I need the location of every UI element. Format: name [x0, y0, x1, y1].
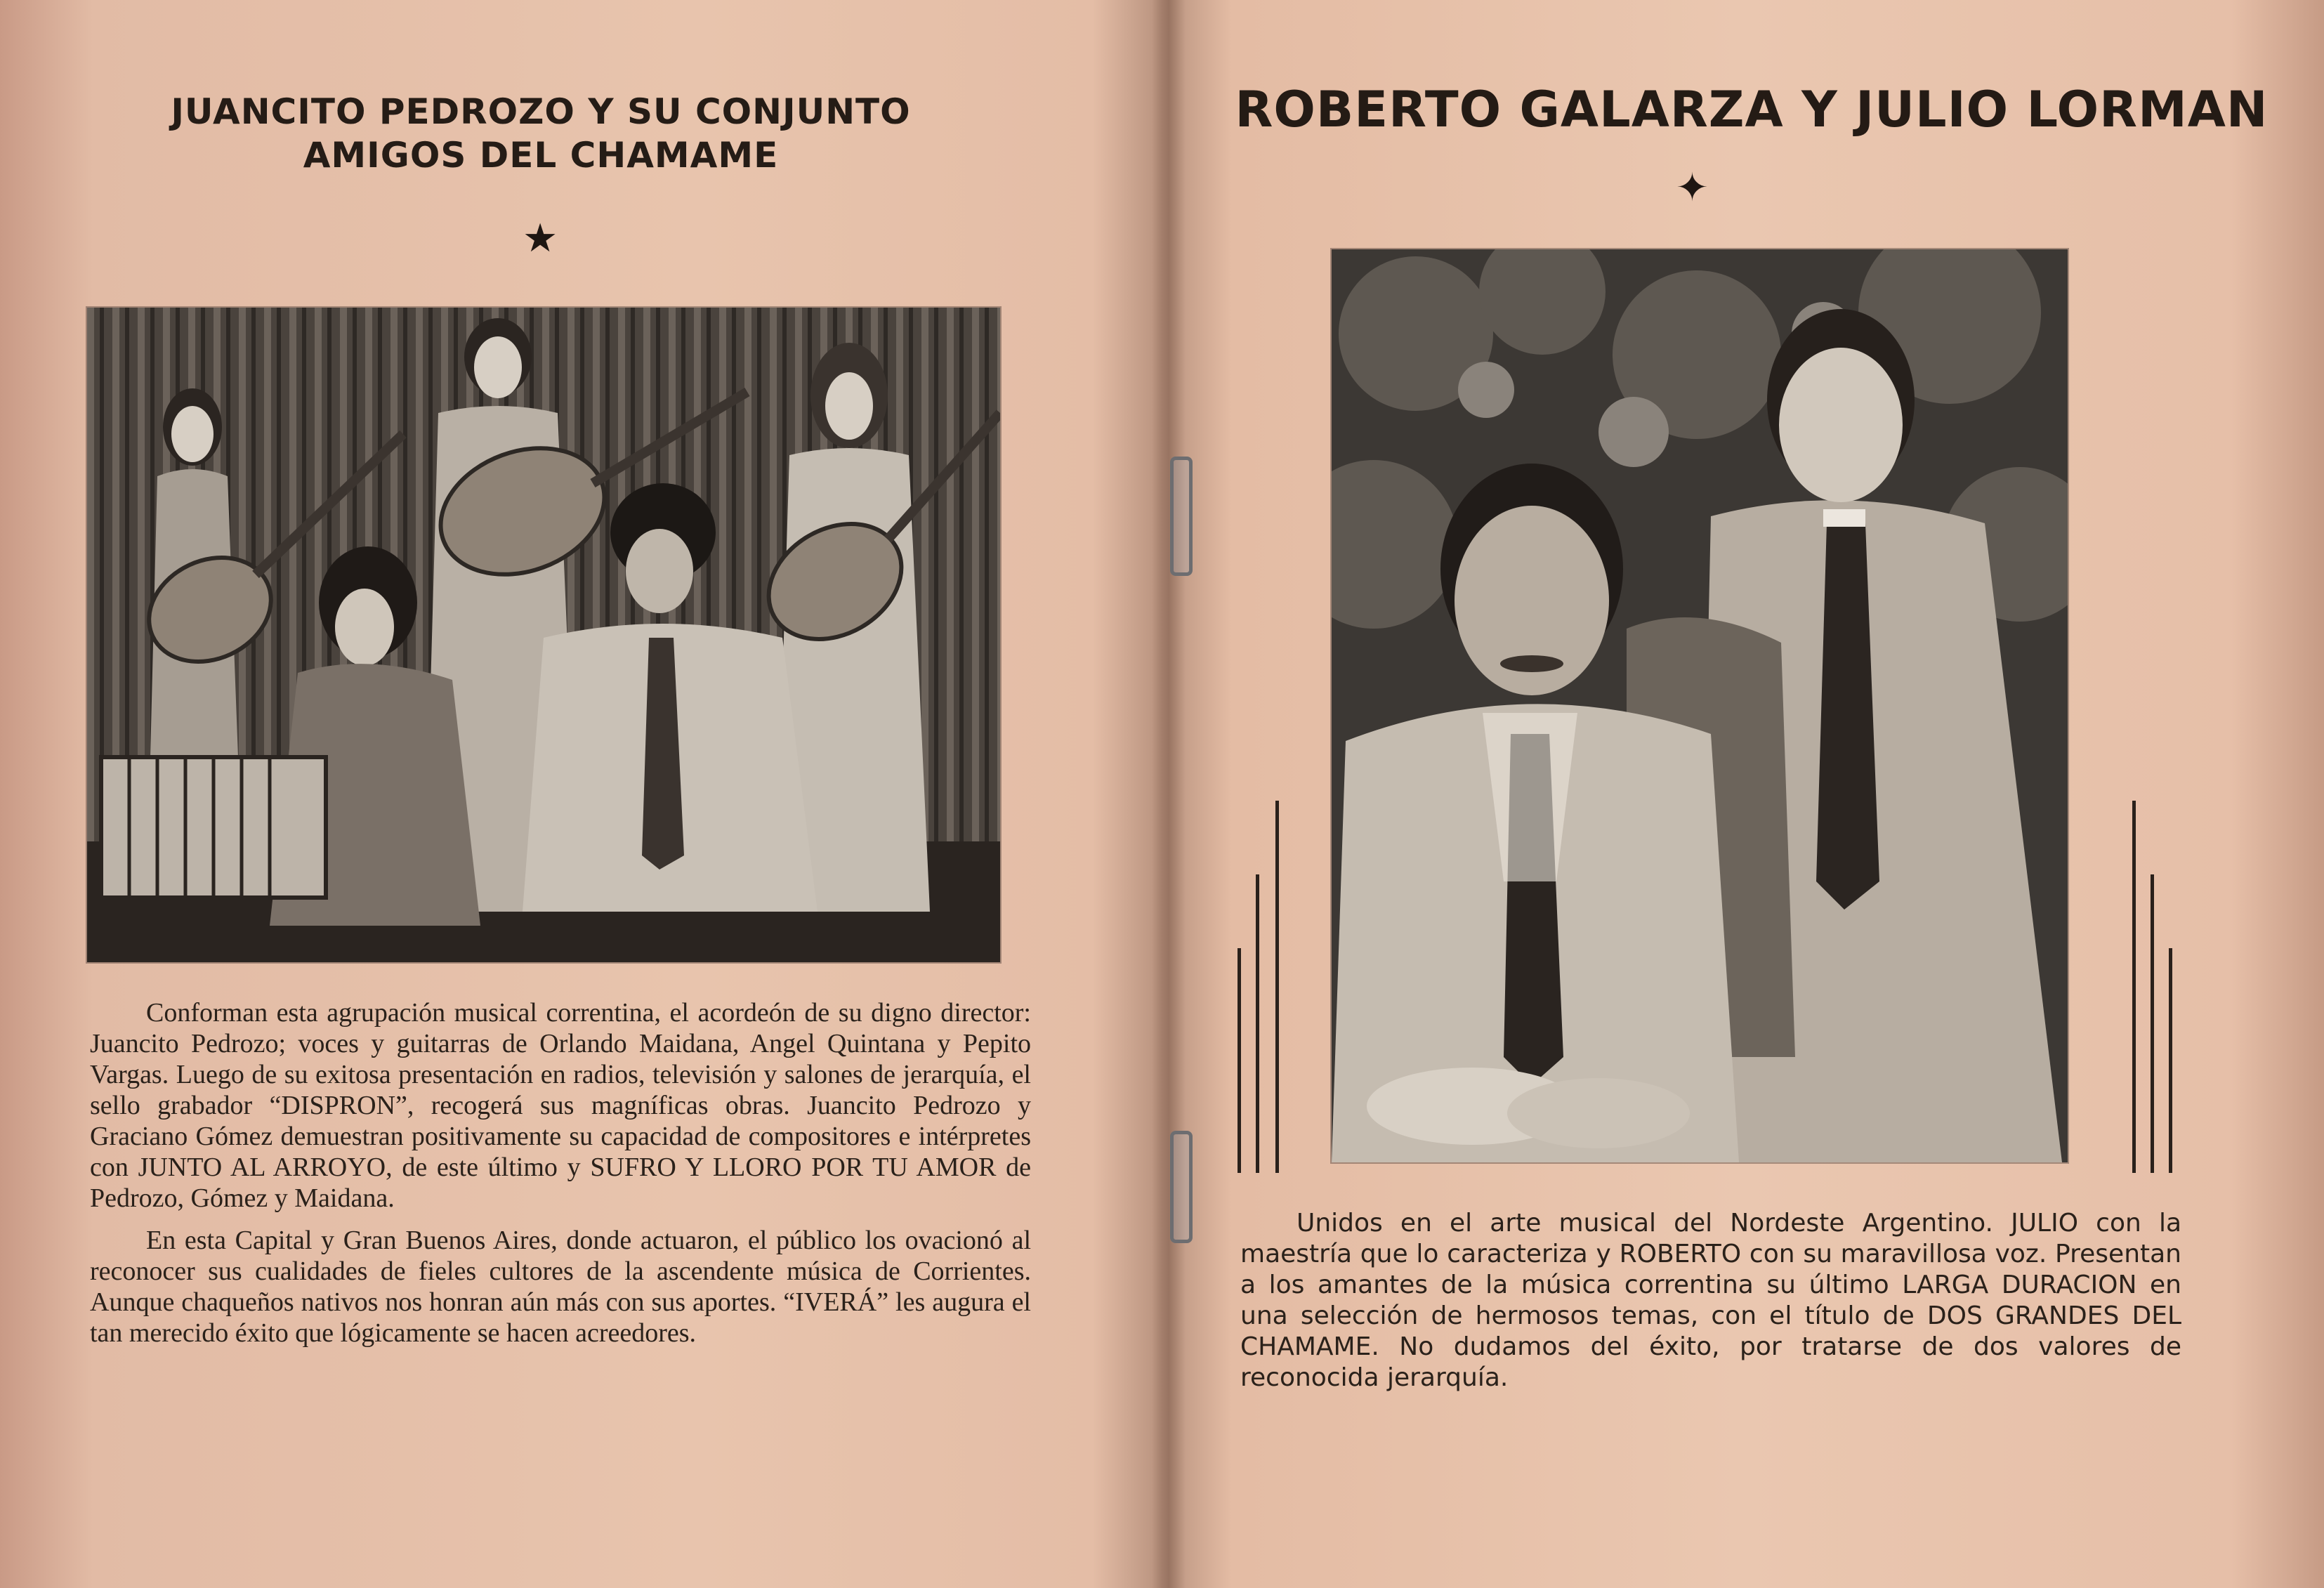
decor-line	[1238, 948, 1241, 1173]
right-article-text	[1240, 1208, 2181, 1405]
band-photo	[87, 308, 1000, 962]
duo-photo-icon	[1332, 249, 2068, 1162]
duo-photo	[1332, 249, 2068, 1162]
left-paragraph-1: Conforman esta agrupación musical correntina, el acordeón de su digno director: Juancito Pedrozo; voces y guitarras de Orlando Maidana, Angel Quintana y Pepito Vargas. Luego de su exitosa presentación en radios, televisión y salones de jerarquía, el sello grabador “DISPRON”, recogerá sus magníficas obras. Juancito Pedrozo y Graciano Gómez demuestran positivamente su capacidad de compositores e intérpretes con JUNTO AL ARROYO, de este último y SUFRO Y LLORO POR TU AMOR de Pedrozo, Gómez y Maidana.	[90, 998, 1031, 1213]
left-paragraph-2: En esta Capital y Gran Buenos Aires, donde actuaron, el público los ovacionó al reconocer sus cualidades de fieles cultores de la ascendente música de Corrientes. Aunque chaqueños nativos nos honran aún más con sus aportes. “IVERÁ” les augura el tan merecido éxito que lógicamente se hacen acreedores.	[90, 1226, 1031, 1348]
left-article-text	[90, 997, 1031, 1360]
right-page	[1169, 0, 2324, 1588]
right-page-title: ROBERTO GALARZA Y JULIO LORMAN	[1235, 81, 2269, 138]
band-photo-icon	[87, 308, 1000, 962]
decor-line	[1256, 874, 1259, 1173]
decor-line	[2169, 948, 2172, 1173]
right-paragraph-1: Unidos en el arte musical del Nordeste Argentino. JULIO con la maestría que lo caracteriza y ROBERTO con su maravillosa voz. Presentan a los amantes de la música correntina su último LARGA DURACION en una selección de hermosos temas, con el título de DOS GRANDES DEL CHAMAME. No dudamos del éxito, por tratarse de dos valores de reconocida jerarquía.	[1240, 1209, 2181, 1392]
decor-line	[2132, 801, 2136, 1173]
star-icon: ★	[523, 216, 558, 261]
left-title-line1: JUANCITO PEDROZO Y SU CONJUNTO	[171, 91, 911, 132]
left-page-title	[155, 90, 927, 177]
left-title-line2: AMIGOS DEL CHAMAME	[303, 135, 779, 176]
decor-line	[1275, 801, 1279, 1173]
decor-line	[2151, 874, 2154, 1173]
diamond-star-icon: ✦	[1676, 165, 1709, 211]
